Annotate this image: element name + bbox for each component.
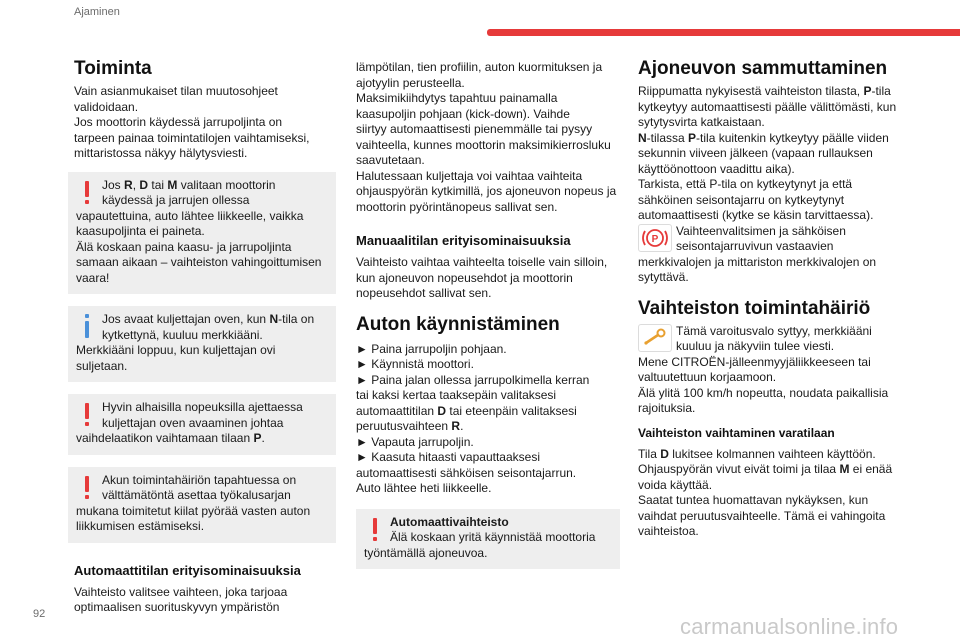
exclamation-icon — [76, 400, 98, 430]
column-1 — [74, 58, 336, 616]
paragraph-automatic-continued: lämpötilan, tien profiilin, auton kuormituksen ja ajotyylin perusteella. Maksimikiihdytys tapahtuu painamalla kaasupoljin pohjaan (kick-down). Vaihde siirtyy automaattisesti pienemmälle tai pysyy vaihteella, kunnes moottorin maksimikierrosluku saavutetaan. Halutessaan kuljettaja voi vaihtaa vaihteita ohjauspyörän kytkimillä, jos ajoneuvon nopeus ja moottorin pyörintänopeus sallivat sen. — [356, 60, 617, 214]
column-2 — [356, 60, 620, 569]
paragraph-automatic-mode: Vaihteisto valitsee vaihteen, joka tarjoaa optimaalisen suorituskyvyn ympäristön — [74, 584, 288, 614]
watermark: carmanualsonline.info — [680, 614, 899, 639]
heading-gearbox-fault: Vaihteiston toimintahäiriö — [638, 297, 871, 319]
paragraph-manual-mode: Vaihteisto vaihtaa vaihteelta toiselle vain silloin, kun ajoneuvon nopeusehdot ja moottorin nopeusehdot sallivat sen. — [356, 255, 608, 300]
wrench-warning-icon — [638, 324, 672, 352]
svg-text:P: P — [651, 233, 659, 245]
paragraph-gearbox-fault: Tämä varoitusvalo syttyy, merkkiääni kuuluu ja näkyviin tulee viesti. Mene CITROËN-jälleenmyyjäliikkeeseen tai valtuutettuun korjaamoon. Älä ylitä 100 km/h nopeutta, noudata paikallisia rajoituksia. — [638, 323, 889, 415]
info-note-door-beep: Jos avaat kuljettajan oven, kun N-tila on kytkettynä, kuuluu merkkiääni. Merkkiääni loppuu, kun kuljettajan ovi suljetaan. — [68, 306, 336, 382]
exclamation-icon — [76, 473, 98, 503]
heading-manual-mode: Manuaalitilan erityisominaisuuksia — [356, 233, 571, 248]
heading-shutdown: Ajoneuvon sammuttaminen — [638, 58, 888, 79]
heading-backup-mode: Vaihteiston vaihtaminen varatilaan — [638, 425, 835, 440]
list-start-steps: ► Paina jarrupoljin pohjaan. ► Käynnistä moottori. ► Paina jalan ollessa jarrupolkimella kerran tai kaksi kertaa taaksepäin valitaksesi automaattitilan D tai eteenpäin valitaksesi peruutusvaihteen R. ► Vapauta jarrupoljin. ► Kaasuta hitaasti vapauttaaksesi automaattisesti sähköisen seisontajarrun. Auto lähtee heti liikkeelle. — [356, 341, 590, 495]
section-label: Ajaminen — [74, 6, 120, 18]
paragraph-intro: Vain asianmukaiset tilan muutosohjeet validoidaan. Jos moottorin käydessä jarrupoljinta on tarpeen painaa toimintatilojen vaihtamiseksi, mittaristossa näkyy hälytysviesti. — [74, 84, 310, 160]
parking-brake-warning-icon — [638, 224, 672, 252]
paragraph-backup-mode: Tila D lukitsee kolmannen vaihteen käyttöön. Ohjauspyörän vivut eivät toimi ja tilaa M ei enää voida käyttää. Saatat tuntea huomattavan nykäyksen, kun vaihdat peruutusvaihteelle. Tämä ei vahingoita vaihteistoa. — [638, 446, 893, 538]
warning-note-battery: Akun toimintahäiriön tapahtuessa on välttämätöntä asettaa työkalusarjan mukana toimitetut kiilat pyörää vasten auton liikkumisen estämiseksi. — [68, 467, 336, 543]
heading-toiminta: Toiminta — [74, 58, 152, 79]
heading-automatic-mode: Automaattitilan erityisominaisuuksia — [74, 562, 301, 578]
paragraph-shutdown: Riippumatta nykyisestä vaihteiston tilasta, P-tila kytkeytyy automaattisesti päälle välittömästi, kun sytytysvirta katkaistaan. N-tilassa P-tila kuitenkin kytkeytyy päälle viiden sekunnin viiveen jälkeen (vapaan rullauksen käyttöönottoon vaadittu aika). Tarkista, että P-tila on kytkeytynyt ja että sähköinen seisontajarru on kytkeytynyt automaattisesti (kytke se käsin tarvittaessa). P Vaihteenvalitsimen ja sähköisen seisontajarruvivun vastaavien merkkivalojen ja mittariston merkkivalojen on sytyttävä. — [638, 84, 897, 284]
info-icon — [76, 312, 98, 342]
accent-bar — [487, 29, 960, 36]
warning-note-push-start: Automaattivaihteisto Älä koskaan yritä käynnistää moottoria työntämällä ajoneuvoa. — [356, 509, 620, 570]
exclamation-icon — [364, 515, 386, 545]
heading-starting: Auton käynnistäminen — [356, 313, 560, 335]
warning-note-gear-selection: Jos R, D tai M valitaan moottorin käydessä ja jarrujen ollessa vapautettuina, auto lähtee liikkeelle, vaikka kaasupoljinta ei paineta. Älä koskaan paina kaasu- ja jarrupoljinta samaan aikaan – vaihteiston vahingoittumisen vaara! — [68, 172, 336, 295]
column-3 — [638, 58, 904, 540]
warning-note-low-speed: Hyvin alhaisilla nopeuksilla ajettaessa kuljettajan oven avaaminen johtaa vaihdelaatikon vaihtamaan tilaan P. — [68, 394, 336, 455]
page-number: 92 — [33, 608, 46, 620]
exclamation-icon — [76, 178, 98, 208]
